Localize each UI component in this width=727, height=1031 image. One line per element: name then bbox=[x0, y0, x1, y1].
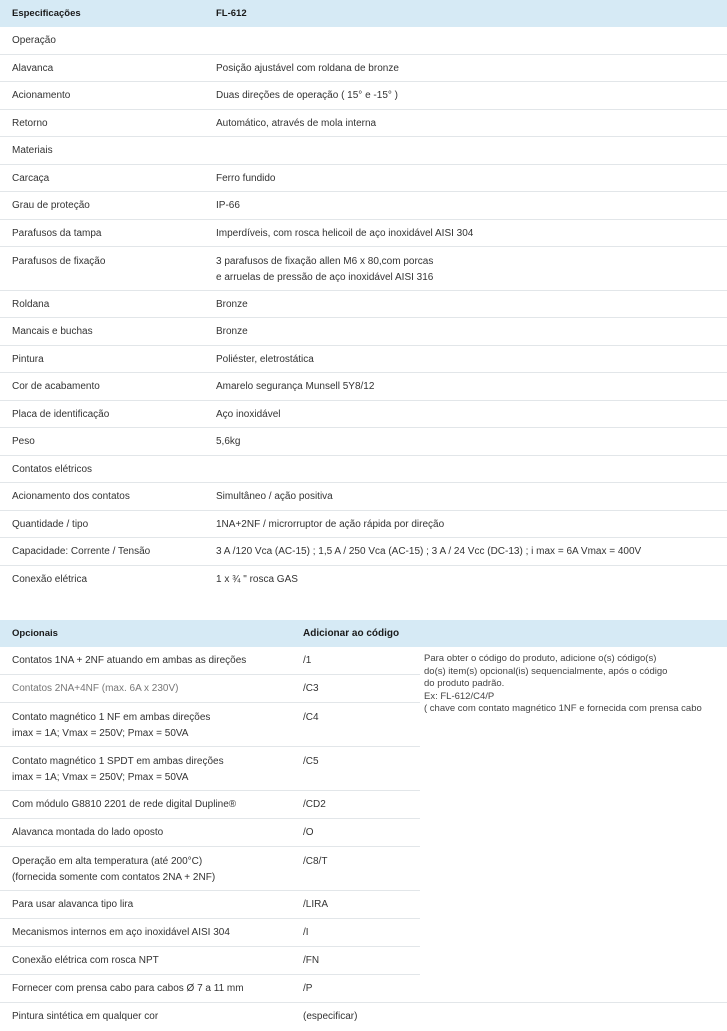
spec-label: Placa de identificação bbox=[12, 409, 110, 420]
table-row bbox=[0, 819, 420, 847]
table-row bbox=[0, 647, 420, 675]
spec-label: Conexão elétrica bbox=[12, 574, 88, 585]
spec-value: Bronze bbox=[216, 326, 248, 337]
spec-value: Ferro fundido bbox=[216, 173, 276, 184]
spec-label: Retorno bbox=[12, 118, 48, 129]
table-row bbox=[0, 538, 727, 566]
table-row bbox=[0, 703, 420, 747]
table-row bbox=[0, 891, 420, 919]
option-label: Alavanca montada do lado oposto bbox=[12, 827, 164, 838]
option-label: Fornecer com prensa cabo para cabos Ø 7 a 11 mm bbox=[12, 983, 244, 994]
spec-label: Parafusos de fixação bbox=[12, 256, 106, 267]
option-code: /I bbox=[303, 927, 309, 938]
spec-value: Duas direções de operação ( 15° e -15° ) bbox=[216, 90, 398, 101]
option-code: (especificar) bbox=[303, 1011, 358, 1022]
spec-label: Acionamento bbox=[12, 90, 71, 101]
table-row bbox=[0, 27, 727, 55]
spec-value-line1: 3 parafusos de fixação allen M6 x 80,com porcas bbox=[216, 256, 434, 267]
spec-label: Alavanca bbox=[12, 63, 54, 74]
options-header-code: Adicionar ao código bbox=[303, 628, 400, 639]
option-code: /O bbox=[303, 827, 314, 838]
note-line: Para obter o código do produto, adicione o(s) código(s) bbox=[424, 653, 657, 664]
options-header-label: Opcionais bbox=[12, 628, 58, 639]
note-line: ( chave com contato magnético 1NF e fornecida com prensa cabo bbox=[424, 703, 702, 714]
option-label: Pintura sintética em qualquer cor bbox=[12, 1011, 159, 1022]
spec-label: Roldana bbox=[12, 299, 50, 310]
table-row bbox=[0, 291, 727, 318]
spec-value: 1 x ¾ " rosca GAS bbox=[216, 574, 298, 585]
note-line: do(s) item(s) opcional(is) sequencialmente, após o código bbox=[424, 665, 668, 677]
option-code: /LIRA bbox=[303, 899, 329, 910]
spec-value: Aço inoxidável bbox=[216, 409, 281, 420]
option-label: Para usar alavanca tipo lira bbox=[12, 899, 134, 910]
table-row bbox=[0, 675, 420, 703]
table-row bbox=[0, 919, 420, 947]
note-line: Ex: FL-612/C4/P bbox=[424, 690, 495, 702]
spec-value: Poliéster, eletrostática bbox=[216, 354, 314, 365]
spec-value-line2: e arruelas de pressão de aço inoxidável AISI 316 bbox=[216, 272, 434, 283]
spec-section-label: Materiais bbox=[12, 145, 53, 156]
table-row bbox=[0, 220, 727, 247]
note-line: do produto padrão. bbox=[424, 678, 505, 689]
option-label-line2: imax = 1A; Vmax = 250V; Pmax = 50VA bbox=[12, 772, 189, 783]
spec-value: 5,6kg bbox=[216, 436, 241, 447]
table-row bbox=[0, 55, 727, 82]
product-code-note bbox=[424, 653, 727, 716]
option-label: Contatos 1NA + 2NF atuando em ambas as direções bbox=[12, 655, 247, 666]
option-label-line2: (fornecida somente com contatos 2NA + 2NF) bbox=[12, 872, 216, 883]
spec-label: Operação bbox=[12, 35, 56, 46]
table-row bbox=[0, 791, 420, 819]
option-label-line1: Operação em alta temperatura (até 200°C) bbox=[12, 856, 203, 867]
spec-value: Posição ajustável com roldana de bronze bbox=[216, 63, 399, 74]
specs-header-label: Especificações bbox=[12, 8, 81, 19]
table-row bbox=[0, 110, 727, 137]
table-row bbox=[0, 346, 727, 373]
option-code: /1 bbox=[303, 655, 312, 666]
table-row bbox=[0, 456, 727, 483]
option-label-line2: imax = 1A; Vmax = 250V; Pmax = 50VA bbox=[12, 728, 189, 739]
table-row bbox=[0, 747, 420, 791]
table-row bbox=[0, 247, 727, 291]
specs-header-row bbox=[0, 0, 727, 27]
spec-label: Cor de acabamento bbox=[12, 381, 100, 392]
spec-label: Capacidade: Corrente / Tensão bbox=[12, 546, 151, 557]
table-row bbox=[0, 137, 727, 165]
option-label: Com módulo G8810 2201 de rede digital Dupline® bbox=[12, 799, 237, 810]
table-row bbox=[0, 401, 727, 428]
table-row bbox=[0, 975, 727, 1003]
table-row bbox=[0, 1003, 727, 1031]
spec-label: Acionamento dos contatos bbox=[12, 491, 130, 502]
spec-label: Parafusos da tampa bbox=[12, 228, 102, 239]
spec-label: Quantidade / tipo bbox=[12, 519, 89, 530]
option-label-line1: Contato magnético 1 SPDT em ambas direções bbox=[12, 756, 224, 767]
table-row bbox=[0, 483, 727, 511]
spec-value: 1NA+2NF / microrruptor de ação rápida por direção bbox=[216, 519, 445, 530]
spec-label: Carcaça bbox=[12, 173, 50, 184]
spec-label: Mancais e buchas bbox=[12, 326, 93, 337]
specs-header-model: FL-612 bbox=[216, 8, 247, 19]
table-row bbox=[0, 847, 420, 891]
option-label: Contatos 2NA+4NF (max. 6A x 230V) bbox=[12, 683, 179, 694]
table-row bbox=[0, 82, 727, 110]
spec-label: Peso bbox=[12, 436, 35, 447]
option-code: /C3 bbox=[303, 683, 319, 694]
table-row bbox=[0, 165, 727, 192]
option-code: /C5 bbox=[303, 756, 319, 767]
option-code: /C8/T bbox=[303, 856, 328, 867]
table-row bbox=[0, 947, 420, 975]
table-row bbox=[0, 566, 727, 594]
option-label-line1: Contato magnético 1 NF em ambas direções bbox=[12, 712, 211, 723]
spec-value: IP-66 bbox=[216, 200, 240, 211]
spec-value: 3 A /120 Vca (AC-15) ; 1,5 A / 250 Vca (AC-15) ; 3 A / 24 Vcc (DC-13) ; i max = 6A Vmax = 400V bbox=[216, 546, 642, 557]
option-label: Conexão elétrica com rosca NPT bbox=[12, 955, 159, 966]
spec-value: Imperdíveis, com rosca helicoil de aço inoxidável AISI 304 bbox=[216, 228, 474, 239]
spec-label: Grau de proteção bbox=[12, 200, 90, 211]
option-label: Mecanismos internos em aço inoxidável AISI 304 bbox=[12, 927, 230, 938]
spec-label: Pintura bbox=[12, 354, 44, 365]
spec-value: Simultâneo / ação positiva bbox=[216, 491, 333, 502]
spec-value: Bronze bbox=[216, 299, 248, 310]
option-code: /CD2 bbox=[303, 799, 326, 810]
table-row bbox=[0, 511, 727, 538]
option-code: /FN bbox=[303, 955, 320, 966]
table-row bbox=[0, 428, 727, 456]
option-code: /P bbox=[303, 983, 313, 994]
spec-section-label: Contatos elétricos bbox=[12, 464, 93, 475]
spec-value: Amarelo segurança Munsell 5Y8/12 bbox=[216, 381, 375, 392]
options-header-row bbox=[0, 620, 727, 647]
table-row bbox=[0, 318, 727, 346]
option-code: /C4 bbox=[303, 712, 319, 723]
spec-value: Automático, através de mola interna bbox=[216, 118, 377, 129]
table-row bbox=[0, 373, 727, 401]
table-row bbox=[0, 192, 727, 220]
